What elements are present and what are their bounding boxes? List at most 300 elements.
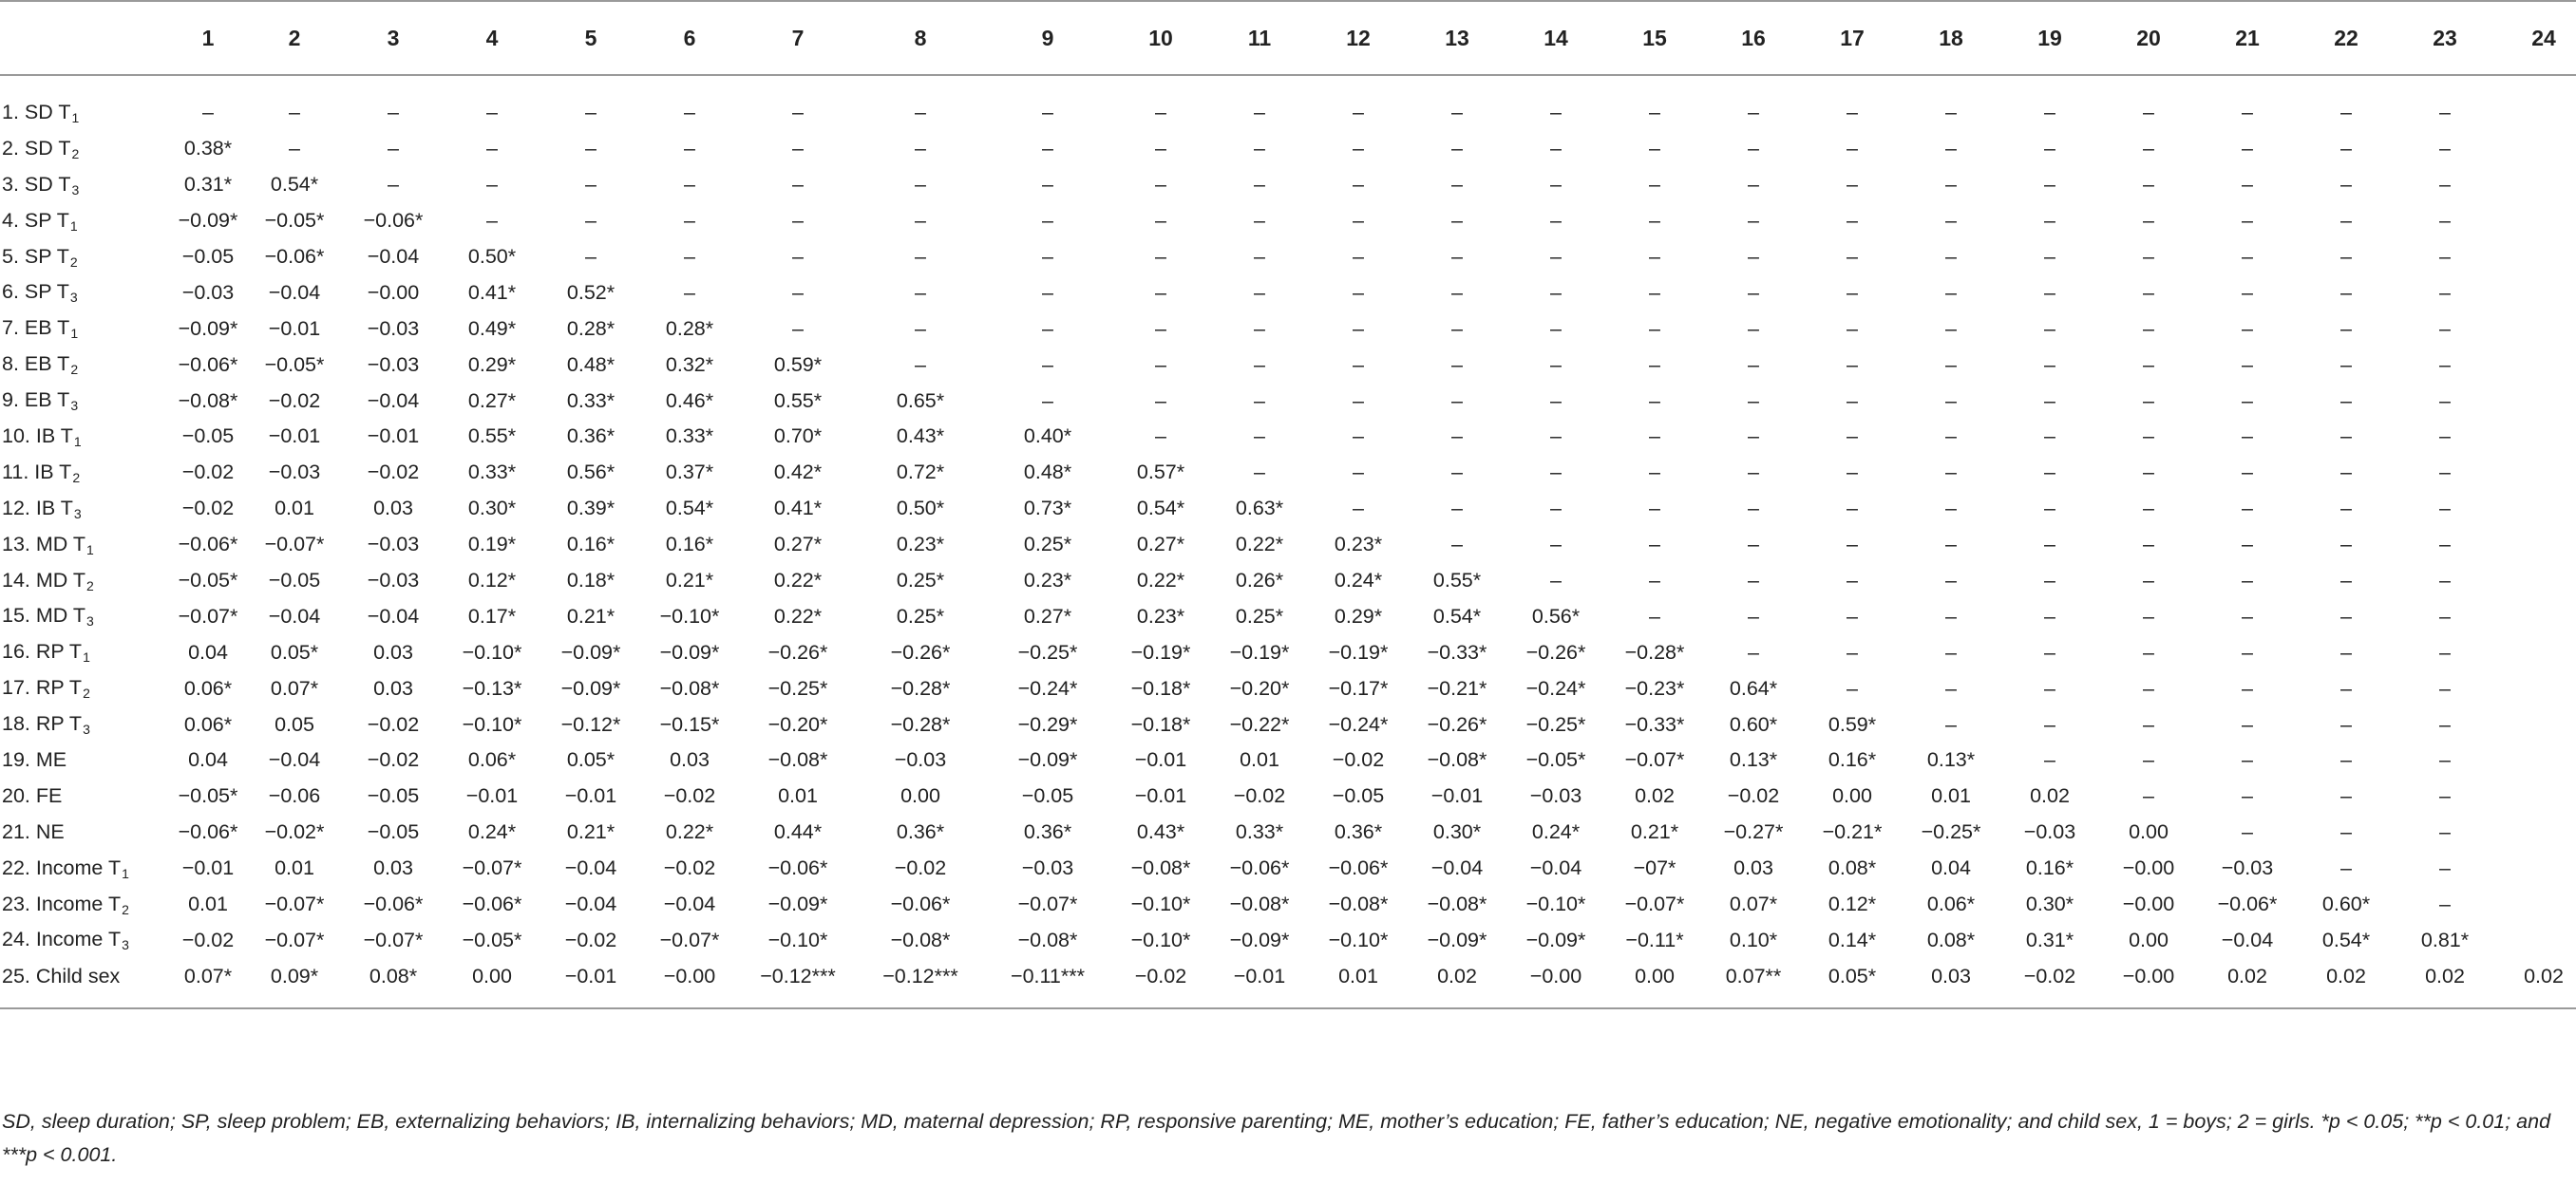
table-cell: – (2143, 712, 2154, 736)
table-cell: – (289, 137, 300, 160)
table-footnote: SD, sleep duration; SP, sleep problem; EB, externalizing behaviors; IB, internalizing behaviors; MD, maternal depression; RP, responsive parenting; ME, mother’s education; FE, father’s education; NE, negative emotionality; and child sex, 1 = boys; 2 = girls. *p < 0.05; **p < 0.01; and ***p < 0.001. (2, 1110, 2551, 1166)
table-cell: – (1353, 388, 1364, 412)
row-label-text: 23. Income T (2, 892, 122, 915)
table-cell: – (2340, 424, 2352, 448)
table-cell: – (915, 173, 926, 197)
table-cell: 0.36* (1023, 820, 1072, 844)
table-cell: – (1451, 245, 1463, 268)
table-cell: −0.04 (367, 245, 420, 268)
table-cell: – (2143, 173, 2154, 197)
table-cell: – (684, 280, 695, 304)
table-cell: 0.02 (2425, 964, 2465, 988)
header-row (0, 1, 2576, 75)
table-cell: −0.05 (181, 424, 235, 448)
table-cell: – (684, 245, 695, 268)
table-cell: – (1748, 352, 1759, 376)
table-cell: – (2242, 748, 2253, 772)
table-cell: −0.08* (1229, 893, 1290, 916)
column-header: 11 (1247, 25, 1272, 50)
table-cell: – (2439, 280, 2451, 304)
table-cell: 0.56* (1531, 604, 1581, 628)
table-cell: – (1254, 461, 1265, 484)
table-cell: – (1451, 424, 1463, 448)
table-cell: 0.06* (183, 712, 233, 736)
row-label (0, 203, 171, 239)
table-cell: – (585, 137, 597, 160)
table-cell: −0.11*** (1011, 964, 1085, 988)
table-cell: 0.30* (2025, 893, 2074, 916)
table-cell: – (1353, 137, 1364, 160)
table-cell: −0.02 (663, 856, 716, 880)
table-cell: −0.04 (564, 856, 617, 880)
table-cell: – (1945, 569, 1957, 592)
table-cell: −0.24* (1328, 712, 1389, 736)
row-label-subscript: 2 (69, 254, 78, 270)
table-cell: – (1254, 209, 1265, 233)
table-cell: – (1649, 461, 1660, 484)
table-cell: 0.33* (665, 424, 714, 448)
table-cell: −0.05 (1332, 784, 1385, 808)
table-cell: – (1451, 352, 1463, 376)
table-cell: – (684, 137, 695, 160)
table-cell: – (684, 101, 695, 124)
table-cell: – (1042, 101, 1053, 124)
table-row (0, 419, 2576, 455)
table-cell: −0.13* (462, 676, 522, 700)
table-cell: −0.04 (663, 893, 716, 916)
table-cell: – (1847, 676, 1858, 700)
table-cell: −0.06* (363, 209, 424, 233)
row-label-subscript: 3 (69, 290, 78, 306)
table-cell: −0.04 (268, 748, 321, 772)
table-row (0, 743, 2576, 779)
table-cell: −0.08* (767, 748, 828, 772)
table-cell: 0.60* (1729, 712, 1778, 736)
table-row (0, 634, 2576, 670)
table-cell: – (2439, 352, 2451, 376)
row-label-subscript: 1 (70, 326, 79, 342)
table-cell: – (2439, 820, 2451, 844)
table-cell: 0.59* (773, 352, 823, 376)
table-cell: 0.33* (467, 461, 517, 484)
column-header: 1 (201, 25, 215, 50)
row-label-subscript: 2 (70, 362, 79, 378)
table-cell: −0.08* (1427, 748, 1487, 772)
table-cell: 0.16* (566, 533, 616, 556)
table-cell: −0.10* (462, 640, 522, 664)
table-cell: – (1847, 209, 1858, 233)
column-header: 23 (2433, 25, 2457, 50)
table-cell: – (1550, 280, 1562, 304)
table-cell: 0.08* (1926, 928, 1976, 951)
table-cell: −0.06* (767, 856, 828, 880)
table-cell: – (2242, 784, 2253, 808)
table-cell: −0.02 (181, 497, 235, 520)
table-cell: 0.56* (566, 461, 616, 484)
table-row (0, 274, 2576, 310)
table-cell: – (1945, 101, 1957, 124)
table-cell: – (2044, 461, 2055, 484)
table-cell: – (2340, 245, 2352, 268)
row-label (0, 815, 171, 851)
table-cell: −0.09* (1229, 928, 1290, 951)
table-row (0, 131, 2576, 167)
table-cell: 0.37* (665, 461, 714, 484)
table-cell: – (2143, 388, 2154, 412)
table-cell: – (1748, 316, 1759, 340)
header-blank-cell (0, 1, 171, 75)
column-header: 17 (1840, 25, 1865, 50)
table-cell: – (1649, 137, 1660, 160)
table-cell: 0.06* (1926, 893, 1976, 916)
table-cell: – (792, 173, 804, 197)
table-cell: – (2242, 101, 2253, 124)
table-cell: – (1042, 316, 1053, 340)
table-cell: 0.02 (2227, 964, 2267, 988)
table-cell: 0.22* (665, 820, 714, 844)
table-body (0, 75, 2576, 1008)
table-cell: – (1353, 280, 1364, 304)
row-label-subscript: 2 (122, 901, 129, 917)
table-cell: – (1649, 569, 1660, 592)
table-cell: 0.00 (900, 784, 940, 808)
table-cell: – (684, 173, 695, 197)
table-cell (2494, 274, 2576, 310)
table-cell: – (1451, 461, 1463, 484)
table-cell: −0.03 (367, 316, 420, 340)
table-cell: −0.06* (178, 820, 238, 844)
row-label (0, 167, 171, 203)
table-cell: – (1550, 497, 1562, 520)
table-cell (2494, 383, 2576, 419)
table-cell: −0.25* (1017, 640, 1078, 664)
table-cell: 0.55* (467, 424, 517, 448)
table-cell: – (2044, 640, 2055, 664)
table-cell: – (915, 280, 926, 304)
row-label (0, 527, 171, 563)
table-cell: −07* (1633, 856, 1676, 880)
table-cell: – (2044, 101, 2055, 124)
table-cell: – (1353, 209, 1364, 233)
row-label-text: 25. Child sex (2, 964, 121, 988)
table-cell: −0.02 (1332, 748, 1385, 772)
table-cell: – (1945, 461, 1957, 484)
table-cell (2494, 743, 2576, 779)
table-cell: −0.21* (1427, 676, 1487, 700)
table-cell: 0.16* (2025, 856, 2074, 880)
table-cell: 0.46* (665, 388, 714, 412)
table-cell: −0.03 (1021, 856, 1074, 880)
row-label (0, 274, 171, 310)
table-row (0, 815, 2576, 851)
table-cell: 0.08* (369, 964, 418, 988)
row-label (0, 383, 171, 419)
table-cell: – (1847, 245, 1858, 268)
table-cell: – (2439, 784, 2451, 808)
column-header: 6 (683, 25, 696, 50)
table-cell: – (486, 137, 498, 160)
table-cell: −0.33* (1624, 712, 1685, 736)
table-cell: – (1649, 316, 1660, 340)
table-cell: −0.00 (1529, 964, 1582, 988)
table-cell: −0.11* (1625, 928, 1684, 951)
table-cell: −0.02 (181, 461, 235, 484)
table-cell: – (2143, 533, 2154, 556)
table-cell: −0.09* (1525, 928, 1586, 951)
table-cell (2494, 131, 2576, 167)
table-cell: – (1353, 173, 1364, 197)
table-cell: – (2044, 137, 2055, 160)
table-cell: −0.06* (1328, 856, 1389, 880)
row-label-text: 4. SP T (2, 208, 69, 232)
table-cell: −0.10* (1328, 928, 1389, 951)
table-cell: – (1451, 137, 1463, 160)
table-cell: – (388, 173, 399, 197)
table-cell: – (1042, 388, 1053, 412)
table-cell: – (1042, 280, 1053, 304)
table-cell: – (1042, 352, 1053, 376)
table-cell: −0.25* (767, 676, 828, 700)
table-cell: −0.09* (659, 640, 720, 664)
table-cell: – (1550, 352, 1562, 376)
table-cell: – (289, 101, 300, 124)
table-cell: 0.25* (1023, 533, 1072, 556)
table-cell: −0.00 (663, 964, 716, 988)
table-cell: – (2340, 101, 2352, 124)
table-cell: 0.19* (467, 533, 517, 556)
table-cell: – (2340, 856, 2352, 880)
table-cell: 0.03 (373, 856, 413, 880)
table-cell: – (1748, 101, 1759, 124)
row-label-text: 18. RP T (2, 712, 83, 736)
table-cell (2494, 563, 2576, 599)
table-cell: 0.26* (1235, 569, 1284, 592)
table-cell: – (1042, 245, 1053, 268)
table-cell: −0.20* (1229, 676, 1290, 700)
table-cell: – (1649, 173, 1660, 197)
column-header: 3 (387, 25, 400, 50)
table-cell (2494, 455, 2576, 491)
table-cell: −0.25* (1525, 712, 1586, 736)
table-cell: 0.08* (1828, 856, 1877, 880)
table-cell: 0.02 (2524, 964, 2564, 988)
row-label-text: 15. MD T (2, 604, 86, 628)
table-cell: −0.05 (268, 569, 321, 592)
table-cell: −0.29* (1017, 712, 1078, 736)
table-cell: −0.12*** (760, 964, 836, 988)
table-cell: – (2044, 533, 2055, 556)
row-label-subscript: 2 (83, 686, 90, 702)
table-cell: −0.10* (767, 928, 828, 951)
table-cell: −0.02 (367, 461, 420, 484)
row-label-subscript: 3 (70, 398, 79, 414)
table-cell: −0.09* (178, 209, 238, 233)
table-cell: – (2439, 137, 2451, 160)
table-cell: – (2044, 352, 2055, 376)
table-cell: – (2340, 173, 2352, 197)
table-cell: – (202, 101, 214, 124)
table-cell: – (2143, 604, 2154, 628)
table-cell: −0.07* (659, 928, 720, 951)
table-cell: 0.02 (1437, 964, 1477, 988)
row-label (0, 779, 171, 815)
table-cell: – (2439, 604, 2451, 628)
table-cell: – (2044, 676, 2055, 700)
table-cell: – (792, 280, 804, 304)
table-cell: – (2242, 316, 2253, 340)
table-cell: – (1649, 533, 1660, 556)
table-row (0, 455, 2576, 491)
table-cell: 0.43* (1136, 820, 1185, 844)
table-cell: −0.18* (1130, 676, 1191, 700)
table-cell: 0.49* (467, 316, 517, 340)
table-cell: −0.03 (2023, 820, 2076, 844)
table-cell: −0.08* (1427, 893, 1487, 916)
table-cell: −0.28* (890, 712, 951, 736)
table-cell: 0.24* (1531, 820, 1581, 844)
table-cell: – (486, 101, 498, 124)
table-cell: −0.06* (178, 352, 238, 376)
table-cell: 0.65* (896, 388, 945, 412)
table-cell (2494, 851, 2576, 887)
table-cell: – (1748, 569, 1759, 592)
table-row (0, 75, 2576, 131)
table-cell: 0.28* (566, 316, 616, 340)
table-cell: – (1649, 280, 1660, 304)
table-cell: – (792, 137, 804, 160)
table-row (0, 779, 2576, 815)
table-cell: −0.02 (268, 388, 321, 412)
table-cell: – (1847, 137, 1858, 160)
table-cell: – (1945, 712, 1957, 736)
row-label-text: 3. SD T (2, 172, 71, 196)
table-cell: – (1847, 461, 1858, 484)
table-cell: – (1155, 352, 1166, 376)
row-label-text: 7. EB T (2, 316, 70, 340)
table-cell: 0.09* (270, 964, 319, 988)
column-header: 15 (1642, 25, 1667, 50)
table-cell: – (1353, 497, 1364, 520)
table-cell: 0.42* (773, 461, 823, 484)
table-cell: 0.29* (1334, 604, 1383, 628)
table-cell: – (2143, 101, 2154, 124)
table-cell: 0.50* (467, 245, 517, 268)
table-cell: – (2340, 784, 2352, 808)
table-cell: – (2340, 748, 2352, 772)
table-row (0, 383, 2576, 419)
row-label (0, 922, 171, 958)
table-cell: 0.24* (467, 820, 517, 844)
table-cell: – (2044, 245, 2055, 268)
table-cell: – (1254, 101, 1265, 124)
table-cell: – (2340, 209, 2352, 233)
table-cell: – (1451, 280, 1463, 304)
table-cell: −0.18* (1130, 712, 1191, 736)
table-cell: 0.50* (896, 497, 945, 520)
table-cell: 0.06* (183, 676, 233, 700)
row-label-subscript: 1 (83, 649, 90, 666)
table-row (0, 922, 2576, 958)
table-cell: – (1748, 461, 1759, 484)
table-cell: – (1945, 533, 1957, 556)
table-cell: – (1353, 424, 1364, 448)
table-cell: −0.02 (181, 928, 235, 951)
table-cell: – (1945, 497, 1957, 520)
column-header: 20 (2136, 25, 2161, 50)
table-cell: – (486, 209, 498, 233)
table-cell: 0.13* (1926, 748, 1976, 772)
table-cell: 0.38* (183, 137, 233, 160)
table-cell (2494, 167, 2576, 203)
table-cell: −0.06* (178, 533, 238, 556)
table-cell: – (1155, 137, 1166, 160)
row-label (0, 491, 171, 527)
table-cell: – (1353, 245, 1364, 268)
row-label-text: 24. Income T (2, 928, 122, 951)
table-cell: −0.01 (1134, 748, 1187, 772)
table-cell: −0.05* (462, 928, 522, 951)
table-cell: – (585, 173, 597, 197)
table-cell: −0.05* (178, 784, 238, 808)
table-cell: – (2439, 856, 2451, 880)
row-label-text: 16. RP T (2, 640, 83, 664)
column-header: 2 (288, 25, 301, 50)
table-cell: −0.28* (890, 676, 951, 700)
table-cell: – (1945, 245, 1957, 268)
table-cell: 0.52* (566, 280, 616, 304)
table-cell: −0.04 (1430, 856, 1484, 880)
table-cell: 0.39* (566, 497, 616, 520)
table-cell: −0.06* (363, 893, 424, 916)
table-cell: −0.01 (268, 316, 321, 340)
table-cell: – (2242, 173, 2253, 197)
table-cell: – (1451, 101, 1463, 124)
row-label (0, 706, 171, 743)
table-cell: – (1254, 352, 1265, 376)
table-cell: −0.06* (264, 245, 325, 268)
table-cell: – (2044, 209, 2055, 233)
table-cell: 0.27* (773, 533, 823, 556)
table-cell: – (2044, 604, 2055, 628)
row-label-text: 2. SD T (2, 136, 71, 160)
table-cell: −0.02 (367, 712, 420, 736)
column-header: 12 (1346, 25, 1371, 50)
table-cell: −0.21* (1822, 820, 1883, 844)
table-cell: 0.04 (188, 640, 228, 664)
table-cell: 0.03 (373, 676, 413, 700)
table-cell: −0.09* (560, 640, 621, 664)
table-cell (2494, 203, 2576, 239)
column-header: 24 (2531, 25, 2556, 50)
table-cell: – (1254, 137, 1265, 160)
table-cell: 0.00 (472, 964, 512, 988)
column-header: 4 (485, 25, 499, 50)
table-cell: −0.05* (178, 569, 238, 592)
row-label-text: 9. EB T (2, 388, 70, 412)
table-cell: −0.02 (1233, 784, 1286, 808)
table-cell: – (1748, 280, 1759, 304)
table-cell: – (2143, 569, 2154, 592)
table-cell: – (2439, 676, 2451, 700)
table-cell: −0.17* (1328, 676, 1389, 700)
table-cell: – (2143, 748, 2154, 772)
table-cell (2494, 239, 2576, 275)
table-cell (2494, 670, 2576, 706)
table-cell: – (2439, 569, 2451, 592)
table-cell: −0.00 (2122, 964, 2175, 988)
table-cell: 0.07* (270, 676, 319, 700)
table-cell: 0.03 (670, 748, 710, 772)
